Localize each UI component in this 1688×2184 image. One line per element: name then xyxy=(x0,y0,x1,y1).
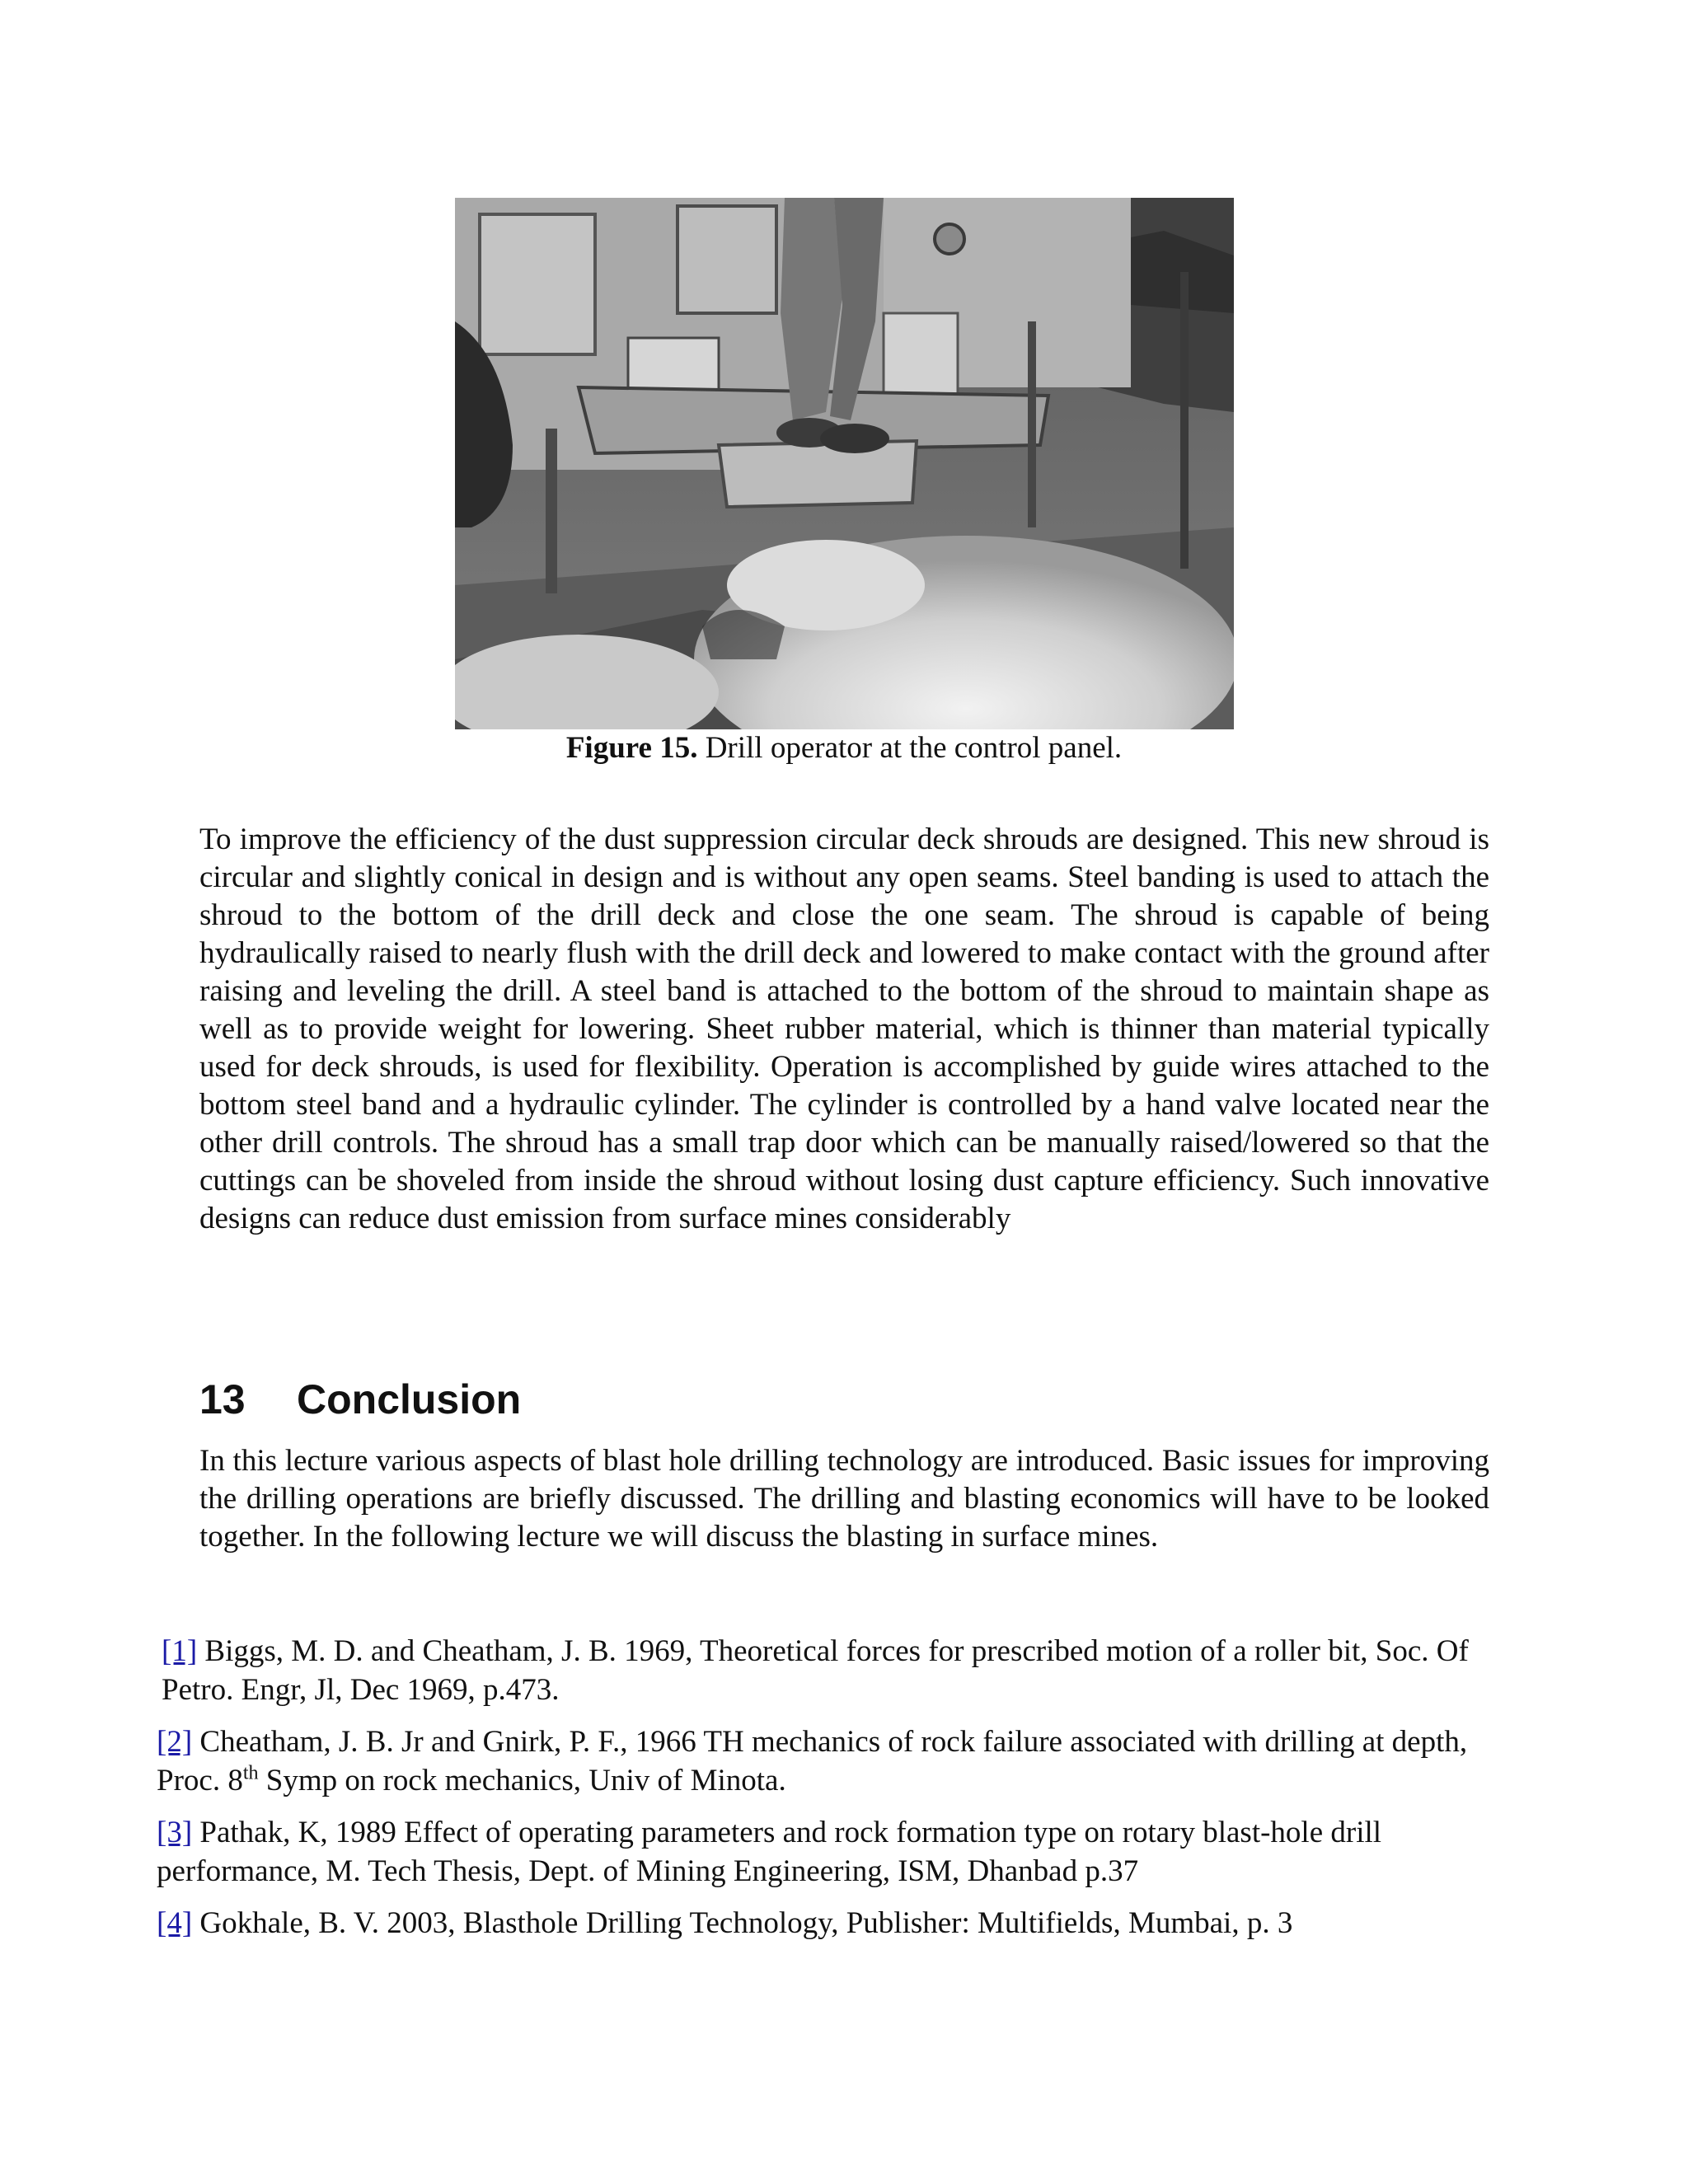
section-number: 13 xyxy=(199,1376,246,1422)
reference-superscript: th xyxy=(242,1762,259,1784)
references-list xyxy=(157,1632,1492,1956)
reference-item xyxy=(157,1722,1492,1800)
reference-link-1[interactable]: [1] xyxy=(162,1634,198,1668)
body-paragraph-dust-shroud: To improve the efficiency of the dust suppression circular deck shrouds are designed. This new shroud is circular and slightly conical in design and is without any open seams. Steel banding is used to attach the shroud to the bottom of the drill deck and close the one seam. The shroud is capable of being hydraulically raised to nearly flush with the drill deck and lowered to make contact with the ground after raising and leveling the drill. A steel band is attached to the bottom of the shroud to maintain shape as well as to provide weight for lowering. Sheet rubber material, which is thinner than material typically used for deck shrouds, is used for flexibility. Operation is accomplished by guide wires attached to the bottom steel band and a hydraulic cylinder. The cylinder is controlled by a hand valve located near the other drill controls. The shroud has a small trap door which can be manually raised/lowered so that the cuttings can be shoveled from inside the shroud without losing dust capture efficiency. Such innovative designs can reduce dust emission from surface mines considerably xyxy=(199,823,1489,1235)
reference-item xyxy=(157,1904,1492,1943)
reference-text: Gokhale, B. V. 2003, Blasthole Drilling Technology, Publisher: Multifields, Mumbai, p. 3 xyxy=(192,1906,1293,1940)
reference-text: Biggs, M. D. and Cheatham, J. B. 1969, Theoretical forces for prescribed motion of a roller bit, Soc. Of Petro. Engr, Jl, Dec 1969, p.473. xyxy=(162,1634,1469,1707)
reference-link-4[interactable]: [4] xyxy=(157,1906,193,1940)
drill-operator-photo xyxy=(455,198,1234,729)
section-heading xyxy=(199,1375,521,1424)
reference-item xyxy=(157,1813,1492,1891)
figure-label: Figure 15. xyxy=(565,731,698,765)
reference-text-after: Symp on rock mechanics, Univ of Minota. xyxy=(258,1764,786,1797)
conclusion-paragraph: In this lecture various aspects of blast hole drilling technology are introduced. Basic issues for improving the drilling operations are briefly discussed. The drilling and blasting economics will have to be looked together. In the following lecture we will discuss the blasting in surface mines. xyxy=(199,1444,1489,1554)
reference-link-2[interactable]: [2] xyxy=(157,1725,193,1759)
figure-caption-text: Drill operator at the control panel. xyxy=(705,731,1123,765)
reference-text: Cheatham, J. B. Jr and Gnirk, P. F., 1966 TH mechanics of rock failure associated with drilling at depth, Proc. 8 xyxy=(157,1725,1468,1797)
section-title: Conclusion xyxy=(297,1376,522,1422)
reference-item xyxy=(157,1632,1492,1709)
reference-link-3[interactable]: [3] xyxy=(157,1816,193,1849)
reference-text: Pathak, K, 1989 Effect of operating parameters and rock formation type on rotary blast-hole drill performance, M. Tech Thesis, Dept. of Mining Engineering, ISM, Dhanbad p.37 xyxy=(157,1816,1382,1888)
figure-caption xyxy=(0,729,1688,768)
